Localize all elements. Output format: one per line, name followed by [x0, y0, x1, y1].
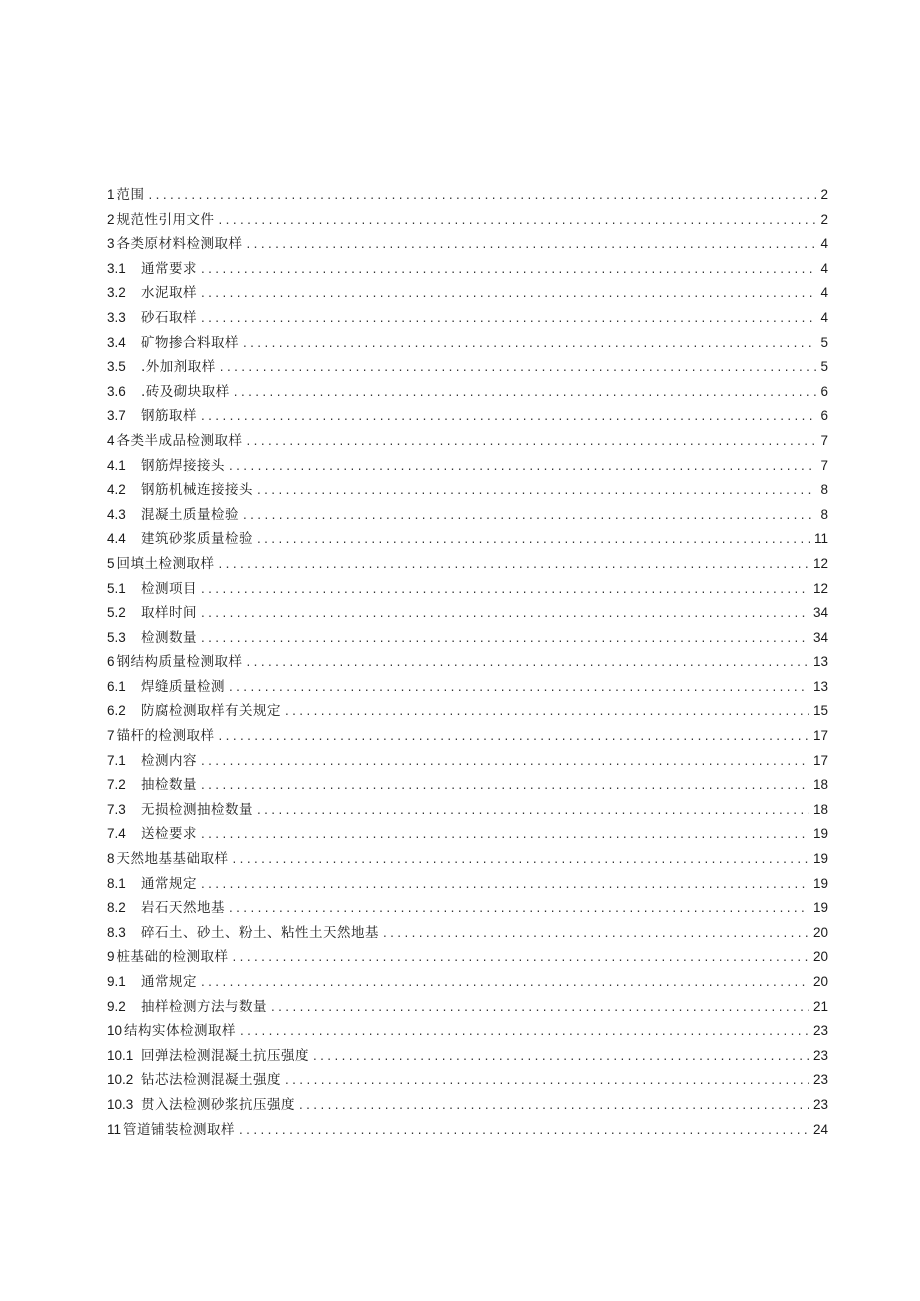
toc-entry-title: 岩石天然地基 [141, 900, 225, 917]
toc-entry-number: 10.1 [107, 1047, 134, 1063]
toc-entry-page: 4 [820, 285, 828, 301]
toc-entry[interactable] [107, 1118, 828, 1143]
toc-entry-page: 20 [812, 949, 828, 965]
toc-entry-number: 7.2 [107, 777, 126, 793]
toc-entry-number: 6.1 [107, 678, 126, 694]
toc-entry[interactable] [107, 429, 828, 454]
toc-entry[interactable] [107, 872, 828, 897]
toc-dot-leader [383, 921, 809, 946]
toc-entry-page: 15 [812, 703, 828, 719]
toc-dot-leader [247, 429, 817, 454]
toc-entry-title: 防腐检测取样有关规定 [141, 703, 281, 720]
toc-entry-number: 7.3 [107, 801, 126, 817]
toc-entry-title: 砂石取样 [141, 309, 197, 326]
toc-entry[interactable] [107, 503, 828, 528]
toc-entry-title: 钢筋机械连接接头 [141, 482, 253, 499]
toc-entry-page: 13 [812, 678, 828, 694]
toc-entry-number: 6 [107, 654, 115, 670]
toc-entry[interactable] [107, 822, 828, 847]
toc-entry[interactable] [107, 945, 828, 970]
toc-entry-title: 贯入法检测砂浆抗压强度 [141, 1096, 295, 1113]
toc-entry-title: 检测内容 [141, 752, 197, 769]
toc-entry-number: 8.3 [107, 924, 126, 940]
toc-entry-number: 5.2 [107, 605, 126, 621]
toc-entry-page: 5 [820, 359, 828, 375]
toc-entry-number: 4 [107, 432, 115, 448]
toc-entry-page: 4 [820, 236, 828, 252]
toc-entry-number: 11 [107, 1121, 122, 1137]
toc-entry-title: 钢结构质量检测取样 [116, 654, 243, 671]
toc-entry-number: 3.7 [107, 408, 126, 424]
toc-entry-number: 10.3 [107, 1096, 134, 1112]
toc-entry-title: 规范性引用文件 [116, 211, 215, 228]
toc-dot-leader [234, 380, 817, 405]
toc-entry-title: 混凝土质量检验 [141, 506, 239, 523]
toc-entry-page: 18 [812, 777, 828, 793]
toc-entry-page: 19 [812, 851, 828, 867]
toc-entry[interactable] [107, 773, 828, 798]
toc-dot-leader [271, 995, 809, 1020]
toc-entry-title: .外加剂取样 [141, 359, 216, 376]
toc-dot-leader [299, 1093, 809, 1118]
toc-entry-title: 水泥取样 [141, 285, 197, 302]
toc-entry-title: 回弹法检测混凝土抗压强度 [141, 1047, 309, 1064]
toc-dot-leader [257, 798, 809, 823]
toc-entry-page: 23 [812, 1047, 828, 1063]
toc-dot-leader [201, 822, 809, 847]
toc-entry-number: 9 [107, 949, 115, 965]
toc-dot-leader [313, 1044, 809, 1069]
toc-entry-page: 19 [812, 875, 828, 891]
toc-entry[interactable] [107, 921, 828, 946]
toc-entry-title: 桩基础的检测取样 [116, 949, 229, 966]
toc-dot-leader [201, 601, 809, 626]
toc-entry-title: 天然地基基础取样 [116, 851, 229, 868]
toc-dot-leader [229, 454, 816, 479]
toc-entry-title: 抽检数量 [141, 777, 197, 794]
toc-entry-page: 6 [820, 408, 828, 424]
toc-dot-leader [229, 675, 809, 700]
toc-entry[interactable] [107, 1044, 828, 1069]
toc-entry-number: 3.5 [107, 359, 126, 375]
toc-dot-leader [257, 527, 810, 552]
toc-entry[interactable] [107, 749, 828, 774]
toc-entry-number: 3.1 [107, 260, 126, 276]
toc-entry-page: 23 [812, 1023, 828, 1039]
toc-entry[interactable] [107, 257, 828, 282]
toc-entry-title: 通常规定 [141, 974, 197, 990]
toc-dot-leader [201, 626, 809, 651]
toc-entry-title: 取样时间 [141, 605, 197, 622]
toc-entry-title: 范围 [116, 187, 145, 203]
toc-entry-number: 10.2 [107, 1072, 134, 1088]
toc-entry-title: 钢筋取样 [141, 408, 197, 425]
toc-entry-page: 34 [812, 605, 828, 621]
toc-entry[interactable] [107, 380, 828, 405]
toc-dot-leader [219, 724, 809, 749]
table-of-contents [107, 183, 828, 1142]
toc-dot-leader [229, 896, 809, 921]
toc-entry[interactable] [107, 306, 828, 331]
toc-entry[interactable] [107, 454, 828, 479]
toc-entry[interactable] [107, 577, 828, 602]
toc-entry-number: 8.1 [107, 875, 126, 891]
toc-dot-leader [233, 945, 809, 970]
toc-entry-number: 10 [107, 1023, 123, 1039]
toc-dot-leader [243, 503, 816, 528]
toc-entry[interactable] [107, 478, 828, 503]
toc-entry[interactable] [107, 355, 828, 380]
toc-entry-number: 5.1 [107, 580, 126, 596]
toc-entry-number: 3.3 [107, 309, 126, 325]
toc-entry-title: 检测数量 [141, 629, 197, 646]
toc-entry[interactable] [107, 995, 828, 1020]
toc-entry-page: 7 [820, 457, 828, 473]
toc-entry-title: 送检要求 [141, 826, 197, 843]
toc-entry[interactable] [107, 281, 828, 306]
toc-dot-leader [201, 970, 809, 995]
toc-entry-page: 17 [812, 752, 828, 768]
toc-entry-number: 7.4 [107, 826, 126, 842]
toc-entry-number: 5 [107, 555, 115, 571]
toc-entry-page: 19 [812, 826, 828, 842]
toc-dot-leader [247, 650, 809, 675]
toc-entry[interactable] [107, 208, 828, 233]
toc-dot-leader [201, 749, 809, 774]
toc-dot-leader [243, 331, 816, 356]
toc-dot-leader [233, 847, 809, 872]
toc-dot-leader [201, 257, 816, 282]
toc-entry-page: 5 [820, 334, 828, 350]
toc-entry-page: 6 [820, 383, 828, 399]
toc-entry-page: 4 [820, 309, 828, 325]
toc-entry[interactable] [107, 232, 828, 257]
toc-entry-page: 2 [820, 211, 828, 227]
toc-dot-leader [201, 577, 809, 602]
toc-entry-number: 1 [107, 187, 115, 202]
toc-dot-leader [247, 232, 817, 257]
toc-entry-page: 8 [820, 506, 828, 522]
toc-entry-number: 6.2 [107, 703, 126, 719]
toc-entry-page: 4 [820, 260, 828, 276]
toc-dot-leader [239, 1118, 809, 1143]
toc-entry-title: 管道铺装检测取样 [123, 1121, 236, 1138]
toc-entry-page: 23 [812, 1072, 828, 1088]
toc-dot-leader [220, 355, 817, 380]
toc-dot-leader [240, 1019, 809, 1044]
toc-entry-number: 4.2 [107, 482, 126, 498]
toc-entry[interactable] [107, 626, 828, 651]
toc-entry-page: 2 [820, 187, 828, 202]
toc-entry[interactable] [107, 404, 828, 429]
toc-entry-title: 结构实体检测取样 [124, 1023, 237, 1040]
toc-entry[interactable] [107, 675, 828, 700]
toc-entry[interactable] [107, 724, 828, 749]
toc-entry-title: 各类原材料检测取样 [116, 236, 243, 253]
toc-entry-title: 锚杆的检测取样 [116, 728, 215, 745]
toc-dot-leader [257, 478, 816, 503]
toc-entry[interactable] [107, 1068, 828, 1093]
toc-entry-number: 3.4 [107, 334, 126, 350]
toc-entry-title: 矿物掺合料取样 [141, 334, 239, 351]
toc-entry-page: 23 [812, 1096, 828, 1112]
toc-entry-number: 3 [107, 236, 115, 252]
toc-entry-page: 8 [820, 482, 828, 498]
toc-entry-page: 34 [812, 629, 828, 645]
toc-dot-leader [149, 183, 817, 208]
toc-entry[interactable] [107, 896, 828, 921]
toc-entry-title: 钻芯法检测混凝土强度 [141, 1072, 281, 1089]
toc-entry-title: 抽样检测方法与数量 [141, 998, 267, 1015]
toc-entry[interactable] [107, 650, 828, 675]
toc-entry-page: 19 [812, 900, 828, 916]
toc-entry-title: 建筑砂浆质量检验 [141, 531, 253, 548]
toc-dot-leader [219, 208, 817, 233]
toc-entry-page: 13 [812, 654, 828, 670]
toc-entry-number: 2 [107, 211, 115, 227]
toc-entry-number: 4.4 [107, 531, 126, 547]
toc-entry[interactable] [107, 847, 828, 872]
toc-entry-page: 12 [812, 555, 828, 571]
toc-entry-title: 焊缝质量检测 [141, 678, 225, 695]
toc-dot-leader [219, 552, 809, 577]
toc-dot-leader [285, 699, 809, 724]
toc-entry-number: 4.3 [107, 506, 126, 522]
toc-dot-leader [201, 404, 816, 429]
toc-dot-leader [201, 773, 809, 798]
toc-entry-title: 回填土检测取样 [116, 555, 215, 572]
toc-entry-page: 20 [812, 924, 828, 940]
toc-entry[interactable] [107, 527, 828, 552]
toc-entry[interactable] [107, 699, 828, 724]
toc-entry-page: 18 [812, 801, 828, 817]
toc-entry-title: 检测项目 [141, 580, 197, 597]
toc-entry-page: 21 [812, 998, 828, 1014]
toc-entry[interactable] [107, 183, 828, 208]
toc-entry-page: 17 [812, 728, 828, 744]
toc-entry-number: 7 [107, 728, 115, 744]
toc-dot-leader [201, 281, 816, 306]
toc-entry[interactable] [107, 970, 828, 995]
toc-entry[interactable] [107, 331, 828, 356]
toc-entry-page: 11 [813, 531, 828, 547]
toc-entry-page: 24 [812, 1121, 828, 1137]
toc-dot-leader [201, 306, 816, 331]
toc-entry-number: 9.2 [107, 998, 126, 1014]
toc-entry[interactable] [107, 552, 828, 577]
toc-entry-number: 5.3 [107, 629, 126, 645]
toc-entry-title: 碎石土、砂土、粉土、粘性土天然地基 [141, 924, 379, 941]
toc-entry-number: 3.2 [107, 285, 126, 301]
toc-entry-number: 8.2 [107, 900, 126, 916]
toc-entry-title: 各类半成品检测取样 [116, 432, 243, 449]
toc-dot-leader [201, 872, 809, 897]
toc-entry-page: 20 [812, 974, 828, 989]
toc-entry-page: 7 [820, 432, 828, 448]
toc-entry-title: 通常要求 [141, 260, 197, 277]
toc-entry[interactable] [107, 798, 828, 823]
toc-entry[interactable] [107, 601, 828, 626]
toc-entry-number: 3.6 [107, 383, 126, 399]
toc-entry-page: 12 [812, 580, 828, 596]
toc-entry-title: 通常规定 [141, 875, 197, 892]
toc-entry[interactable] [107, 1093, 828, 1118]
toc-entry-title: 钢筋焊接接头 [141, 457, 225, 474]
toc-entry-number: 8 [107, 851, 115, 867]
toc-entry-number: 7.1 [107, 752, 126, 768]
toc-entry-title: 无损检测抽检数量 [141, 801, 253, 818]
toc-entry-number: 4.1 [107, 457, 126, 473]
toc-entry-title: .砖及砌块取样 [141, 383, 230, 400]
toc-entry[interactable] [107, 1019, 828, 1044]
toc-entry-number: 9.1 [107, 974, 126, 989]
toc-dot-leader [285, 1068, 809, 1093]
